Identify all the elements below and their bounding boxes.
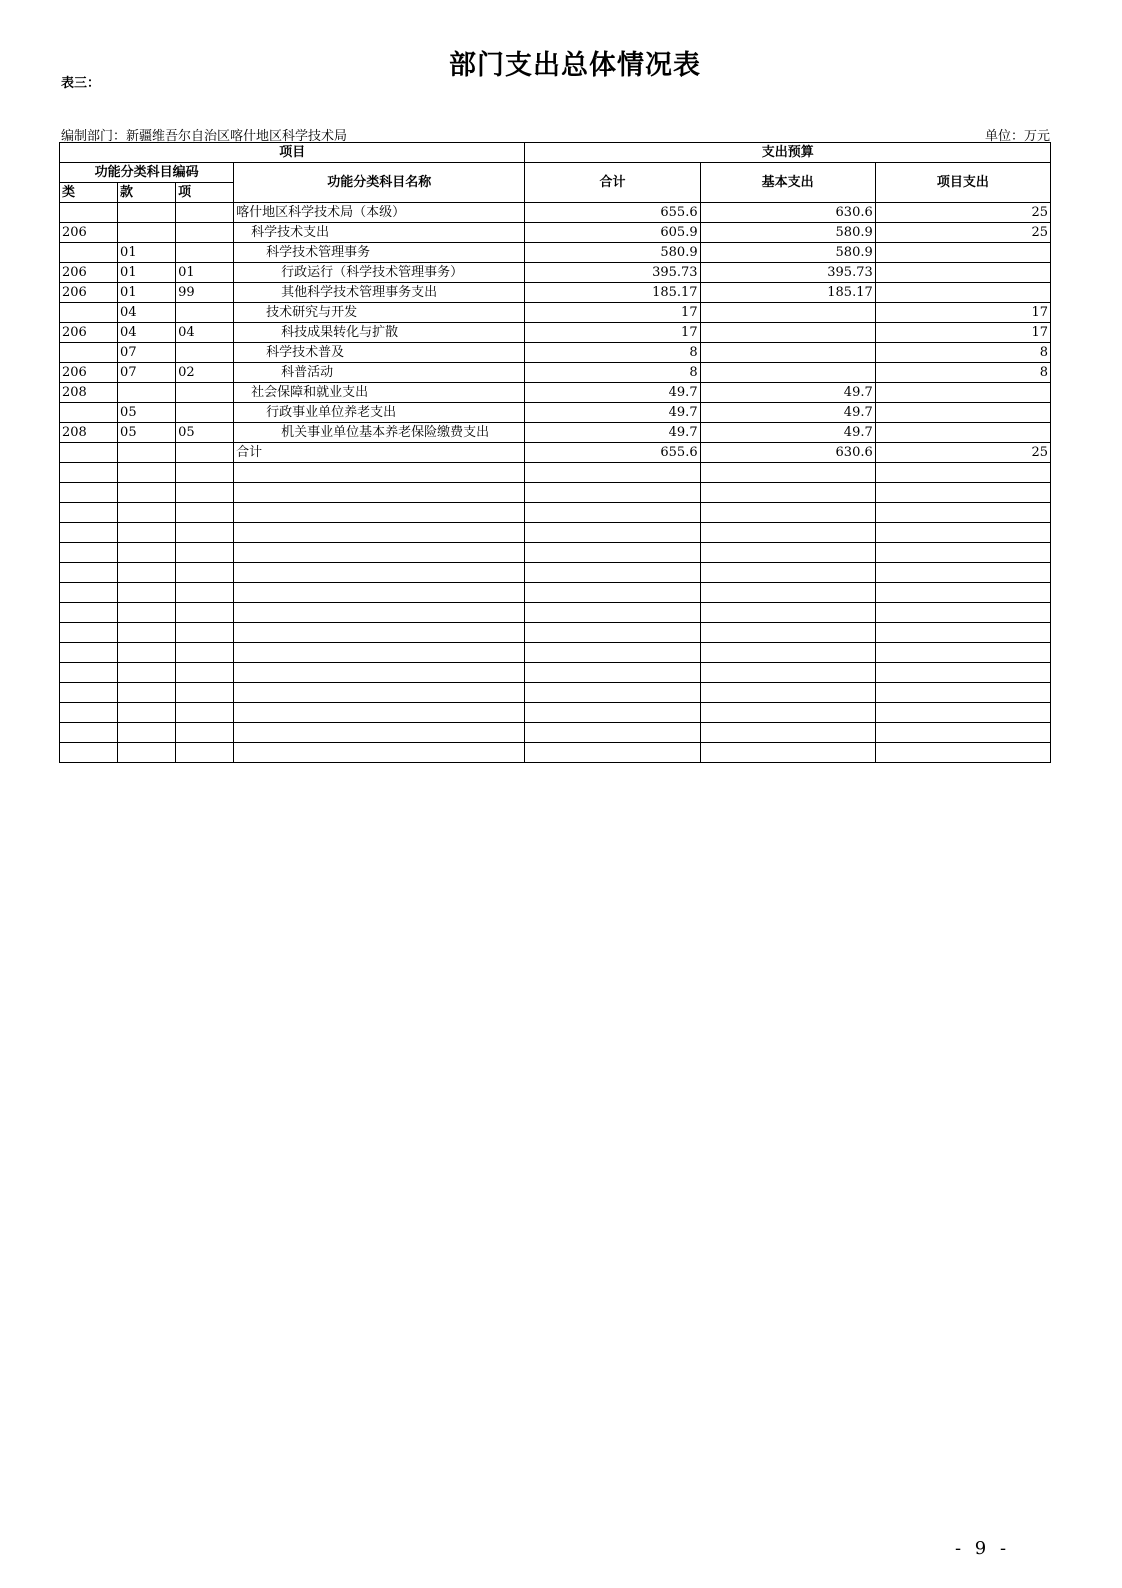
cell-total: 655.6 — [525, 203, 700, 223]
empty-cell — [700, 743, 875, 763]
empty-cell — [60, 563, 118, 583]
empty-cell — [176, 643, 234, 663]
empty-cell — [875, 743, 1050, 763]
empty-cell — [234, 703, 525, 723]
cell-project-expense: 25 — [875, 203, 1050, 223]
empty-cell — [118, 643, 176, 663]
cell-basic: 185.17 — [700, 283, 875, 303]
empty-row — [60, 623, 1051, 643]
table-row — [60, 323, 1051, 343]
cell-kuan: 04 — [118, 303, 176, 323]
header-kuan: 款 — [118, 183, 176, 203]
empty-cell — [234, 663, 525, 683]
empty-cell — [176, 703, 234, 723]
cell-xiang — [176, 243, 234, 263]
empty-cell — [700, 563, 875, 583]
cell-basic — [700, 323, 875, 343]
header-func-code: 功能分类科目编码 — [60, 163, 234, 183]
empty-cell — [700, 723, 875, 743]
empty-cell — [176, 743, 234, 763]
empty-cell — [700, 503, 875, 523]
cell-xiang — [176, 383, 234, 403]
empty-row — [60, 503, 1051, 523]
table-label: 表三： — [61, 76, 101, 91]
empty-cell — [525, 543, 700, 563]
empty-cell — [176, 483, 234, 503]
cell-basic: 49.7 — [700, 383, 875, 403]
empty-cell — [875, 563, 1050, 583]
cell-kuan: 01 — [118, 243, 176, 263]
cell-kuan — [118, 383, 176, 403]
cell-basic: 630.6 — [700, 443, 875, 463]
cell-lei: 206 — [60, 283, 118, 303]
empty-cell — [525, 523, 700, 543]
cell-func-name: 机关事业单位基本养老保险缴费支出 — [234, 423, 525, 443]
empty-cell — [875, 483, 1050, 503]
empty-cell — [525, 483, 700, 503]
empty-cell — [60, 743, 118, 763]
cell-lei: 206 — [60, 323, 118, 343]
header-project-expense: 项目支出 — [875, 163, 1050, 203]
empty-row — [60, 743, 1051, 763]
empty-cell — [176, 723, 234, 743]
cell-lei — [60, 243, 118, 263]
empty-row — [60, 563, 1051, 583]
cell-func-name: 喀什地区科学技术局（本级） — [234, 203, 525, 223]
cell-xiang — [176, 403, 234, 423]
empty-cell — [700, 623, 875, 643]
empty-row — [60, 543, 1051, 563]
empty-cell — [234, 743, 525, 763]
expenditure-table — [59, 142, 1051, 763]
cell-xiang — [176, 443, 234, 463]
cell-lei: 206 — [60, 363, 118, 383]
empty-cell — [60, 623, 118, 643]
empty-cell — [118, 563, 176, 583]
empty-cell — [875, 463, 1050, 483]
cell-lei — [60, 303, 118, 323]
empty-cell — [700, 463, 875, 483]
cell-project-expense — [875, 383, 1050, 403]
page-title: 部门支出总体情况表 — [449, 50, 701, 81]
empty-cell — [176, 683, 234, 703]
cell-func-name: 行政事业单位养老支出 — [234, 403, 525, 423]
empty-cell — [60, 663, 118, 683]
table-row — [60, 443, 1051, 463]
empty-cell — [525, 583, 700, 603]
table-row — [60, 223, 1051, 243]
empty-cell — [234, 683, 525, 703]
empty-cell — [60, 463, 118, 483]
cell-total: 49.7 — [525, 423, 700, 443]
cell-total: 580.9 — [525, 243, 700, 263]
empty-cell — [525, 643, 700, 663]
cell-xiang: 02 — [176, 363, 234, 383]
cell-kuan: 05 — [118, 423, 176, 443]
cell-total: 8 — [525, 363, 700, 383]
cell-func-name: 科学技术管理事务 — [234, 243, 525, 263]
cell-total: 655.6 — [525, 443, 700, 463]
empty-cell — [234, 723, 525, 743]
empty-cell — [60, 723, 118, 743]
empty-cell — [176, 603, 234, 623]
empty-cell — [525, 563, 700, 583]
empty-cell — [525, 663, 700, 683]
empty-row — [60, 683, 1051, 703]
cell-kuan: 05 — [118, 403, 176, 423]
cell-project-expense — [875, 403, 1050, 423]
table-body — [60, 203, 1051, 763]
cell-project-expense: 25 — [875, 223, 1050, 243]
empty-row — [60, 643, 1051, 663]
table-row — [60, 343, 1051, 363]
cell-kuan: 01 — [118, 263, 176, 283]
empty-row — [60, 603, 1051, 623]
cell-project-expense — [875, 263, 1050, 283]
empty-cell — [875, 523, 1050, 543]
cell-project-expense: 8 — [875, 343, 1050, 363]
cell-lei — [60, 443, 118, 463]
empty-cell — [60, 643, 118, 663]
cell-xiang — [176, 343, 234, 363]
empty-cell — [60, 703, 118, 723]
cell-xiang: 99 — [176, 283, 234, 303]
header-func-name: 功能分类科目名称 — [234, 163, 525, 203]
cell-kuan: 07 — [118, 363, 176, 383]
table-row — [60, 403, 1051, 423]
empty-cell — [234, 623, 525, 643]
cell-func-name: 科学技术普及 — [234, 343, 525, 363]
cell-func-name: 技术研究与开发 — [234, 303, 525, 323]
cell-project-expense: 17 — [875, 303, 1050, 323]
empty-cell — [118, 603, 176, 623]
empty-cell — [118, 503, 176, 523]
empty-cell — [875, 603, 1050, 623]
cell-lei — [60, 403, 118, 423]
empty-cell — [60, 503, 118, 523]
empty-row — [60, 523, 1051, 543]
empty-row — [60, 703, 1051, 723]
cell-project-expense — [875, 283, 1050, 303]
empty-cell — [234, 543, 525, 563]
cell-kuan — [118, 223, 176, 243]
header-lei: 类 — [60, 183, 118, 203]
cell-lei: 206 — [60, 223, 118, 243]
cell-xiang: 05 — [176, 423, 234, 443]
empty-cell — [60, 523, 118, 543]
empty-cell — [118, 723, 176, 743]
cell-project-expense: 25 — [875, 443, 1050, 463]
empty-cell — [118, 663, 176, 683]
cell-project-expense: 8 — [875, 363, 1050, 383]
page-number: - 9 - — [955, 1538, 1011, 1559]
cell-basic — [700, 303, 875, 323]
cell-kuan — [118, 443, 176, 463]
empty-cell — [700, 543, 875, 563]
empty-cell — [875, 723, 1050, 743]
empty-cell — [700, 663, 875, 683]
empty-cell — [118, 523, 176, 543]
cell-func-name: 科学技术支出 — [234, 223, 525, 243]
empty-cell — [234, 503, 525, 523]
empty-cell — [176, 543, 234, 563]
cell-xiang: 04 — [176, 323, 234, 343]
cell-basic: 395.73 — [700, 263, 875, 283]
cell-total: 605.9 — [525, 223, 700, 243]
empty-cell — [176, 583, 234, 603]
empty-row — [60, 663, 1051, 683]
empty-row — [60, 463, 1051, 483]
empty-cell — [118, 623, 176, 643]
empty-cell — [118, 703, 176, 723]
empty-cell — [60, 543, 118, 563]
cell-lei: 208 — [60, 383, 118, 403]
empty-cell — [700, 583, 875, 603]
empty-cell — [60, 683, 118, 703]
header-basic: 基本支出 — [700, 163, 875, 203]
cell-func-name: 行政运行（科学技术管理事务） — [234, 263, 525, 283]
empty-cell — [875, 663, 1050, 683]
empty-cell — [176, 503, 234, 523]
cell-basic: 580.9 — [700, 243, 875, 263]
cell-xiang — [176, 303, 234, 323]
cell-total: 395.73 — [525, 263, 700, 283]
cell-kuan — [118, 203, 176, 223]
empty-cell — [234, 463, 525, 483]
empty-cell — [700, 683, 875, 703]
empty-cell — [234, 563, 525, 583]
cell-project-expense — [875, 243, 1050, 263]
empty-cell — [176, 563, 234, 583]
table-header — [60, 143, 1051, 203]
table-row — [60, 303, 1051, 323]
cell-total: 17 — [525, 303, 700, 323]
header-total: 合计 — [525, 163, 700, 203]
empty-row — [60, 583, 1051, 603]
unit-label: 单位：万元 — [984, 129, 1050, 144]
empty-cell — [525, 683, 700, 703]
cell-basic — [700, 343, 875, 363]
empty-cell — [176, 663, 234, 683]
empty-cell — [60, 603, 118, 623]
cell-lei: 208 — [60, 423, 118, 443]
empty-cell — [118, 483, 176, 503]
empty-cell — [176, 623, 234, 643]
cell-total: 17 — [525, 323, 700, 343]
header-project: 项目 — [60, 143, 525, 163]
header-xiang: 项 — [176, 183, 234, 203]
table-row — [60, 243, 1051, 263]
cell-kuan: 01 — [118, 283, 176, 303]
empty-cell — [525, 743, 700, 763]
header-budget: 支出预算 — [525, 143, 1051, 163]
empty-cell — [60, 483, 118, 503]
empty-cell — [234, 523, 525, 543]
empty-cell — [700, 523, 875, 543]
empty-cell — [525, 503, 700, 523]
cell-project-expense — [875, 423, 1050, 443]
empty-cell — [875, 643, 1050, 663]
cell-total: 185.17 — [525, 283, 700, 303]
cell-total: 8 — [525, 343, 700, 363]
cell-lei — [60, 203, 118, 223]
empty-row — [60, 723, 1051, 743]
empty-cell — [234, 643, 525, 663]
table-row — [60, 423, 1051, 443]
empty-cell — [875, 543, 1050, 563]
cell-func-name: 科技成果转化与扩散 — [234, 323, 525, 343]
empty-cell — [176, 523, 234, 543]
empty-cell — [875, 683, 1050, 703]
cell-basic: 580.9 — [700, 223, 875, 243]
table-row — [60, 383, 1051, 403]
department-label: 编制部门：新疆维吾尔自治区喀什地区科学技术局 — [61, 129, 348, 144]
empty-cell — [875, 503, 1050, 523]
cell-total: 49.7 — [525, 383, 700, 403]
table-row — [60, 363, 1051, 383]
cell-xiang — [176, 223, 234, 243]
cell-func-name: 科普活动 — [234, 363, 525, 383]
empty-cell — [118, 463, 176, 483]
cell-func-name: 社会保障和就业支出 — [234, 383, 525, 403]
cell-kuan: 04 — [118, 323, 176, 343]
empty-cell — [118, 683, 176, 703]
table-row — [60, 283, 1051, 303]
empty-cell — [700, 603, 875, 623]
empty-cell — [875, 703, 1050, 723]
empty-cell — [118, 583, 176, 603]
empty-cell — [60, 583, 118, 603]
empty-cell — [525, 723, 700, 743]
cell-project-expense: 17 — [875, 323, 1050, 343]
cell-total: 49.7 — [525, 403, 700, 423]
empty-cell — [118, 743, 176, 763]
cell-basic — [700, 363, 875, 383]
empty-row — [60, 483, 1051, 503]
cell-func-name: 其他科学技术管理事务支出 — [234, 283, 525, 303]
empty-cell — [525, 623, 700, 643]
empty-cell — [118, 543, 176, 563]
empty-cell — [176, 463, 234, 483]
cell-xiang — [176, 203, 234, 223]
cell-xiang: 01 — [176, 263, 234, 283]
empty-cell — [525, 603, 700, 623]
empty-cell — [525, 463, 700, 483]
empty-cell — [700, 483, 875, 503]
cell-basic: 49.7 — [700, 403, 875, 423]
cell-lei: 206 — [60, 263, 118, 283]
cell-basic: 630.6 — [700, 203, 875, 223]
empty-cell — [700, 703, 875, 723]
table-row — [60, 263, 1051, 283]
cell-basic: 49.7 — [700, 423, 875, 443]
table-row — [60, 203, 1051, 223]
empty-cell — [875, 623, 1050, 643]
empty-cell — [234, 603, 525, 623]
empty-cell — [525, 703, 700, 723]
cell-kuan: 07 — [118, 343, 176, 363]
empty-cell — [875, 583, 1050, 603]
cell-lei — [60, 343, 118, 363]
empty-cell — [234, 583, 525, 603]
empty-cell — [234, 483, 525, 503]
cell-func-name: 合计 — [234, 443, 525, 463]
empty-cell — [700, 643, 875, 663]
